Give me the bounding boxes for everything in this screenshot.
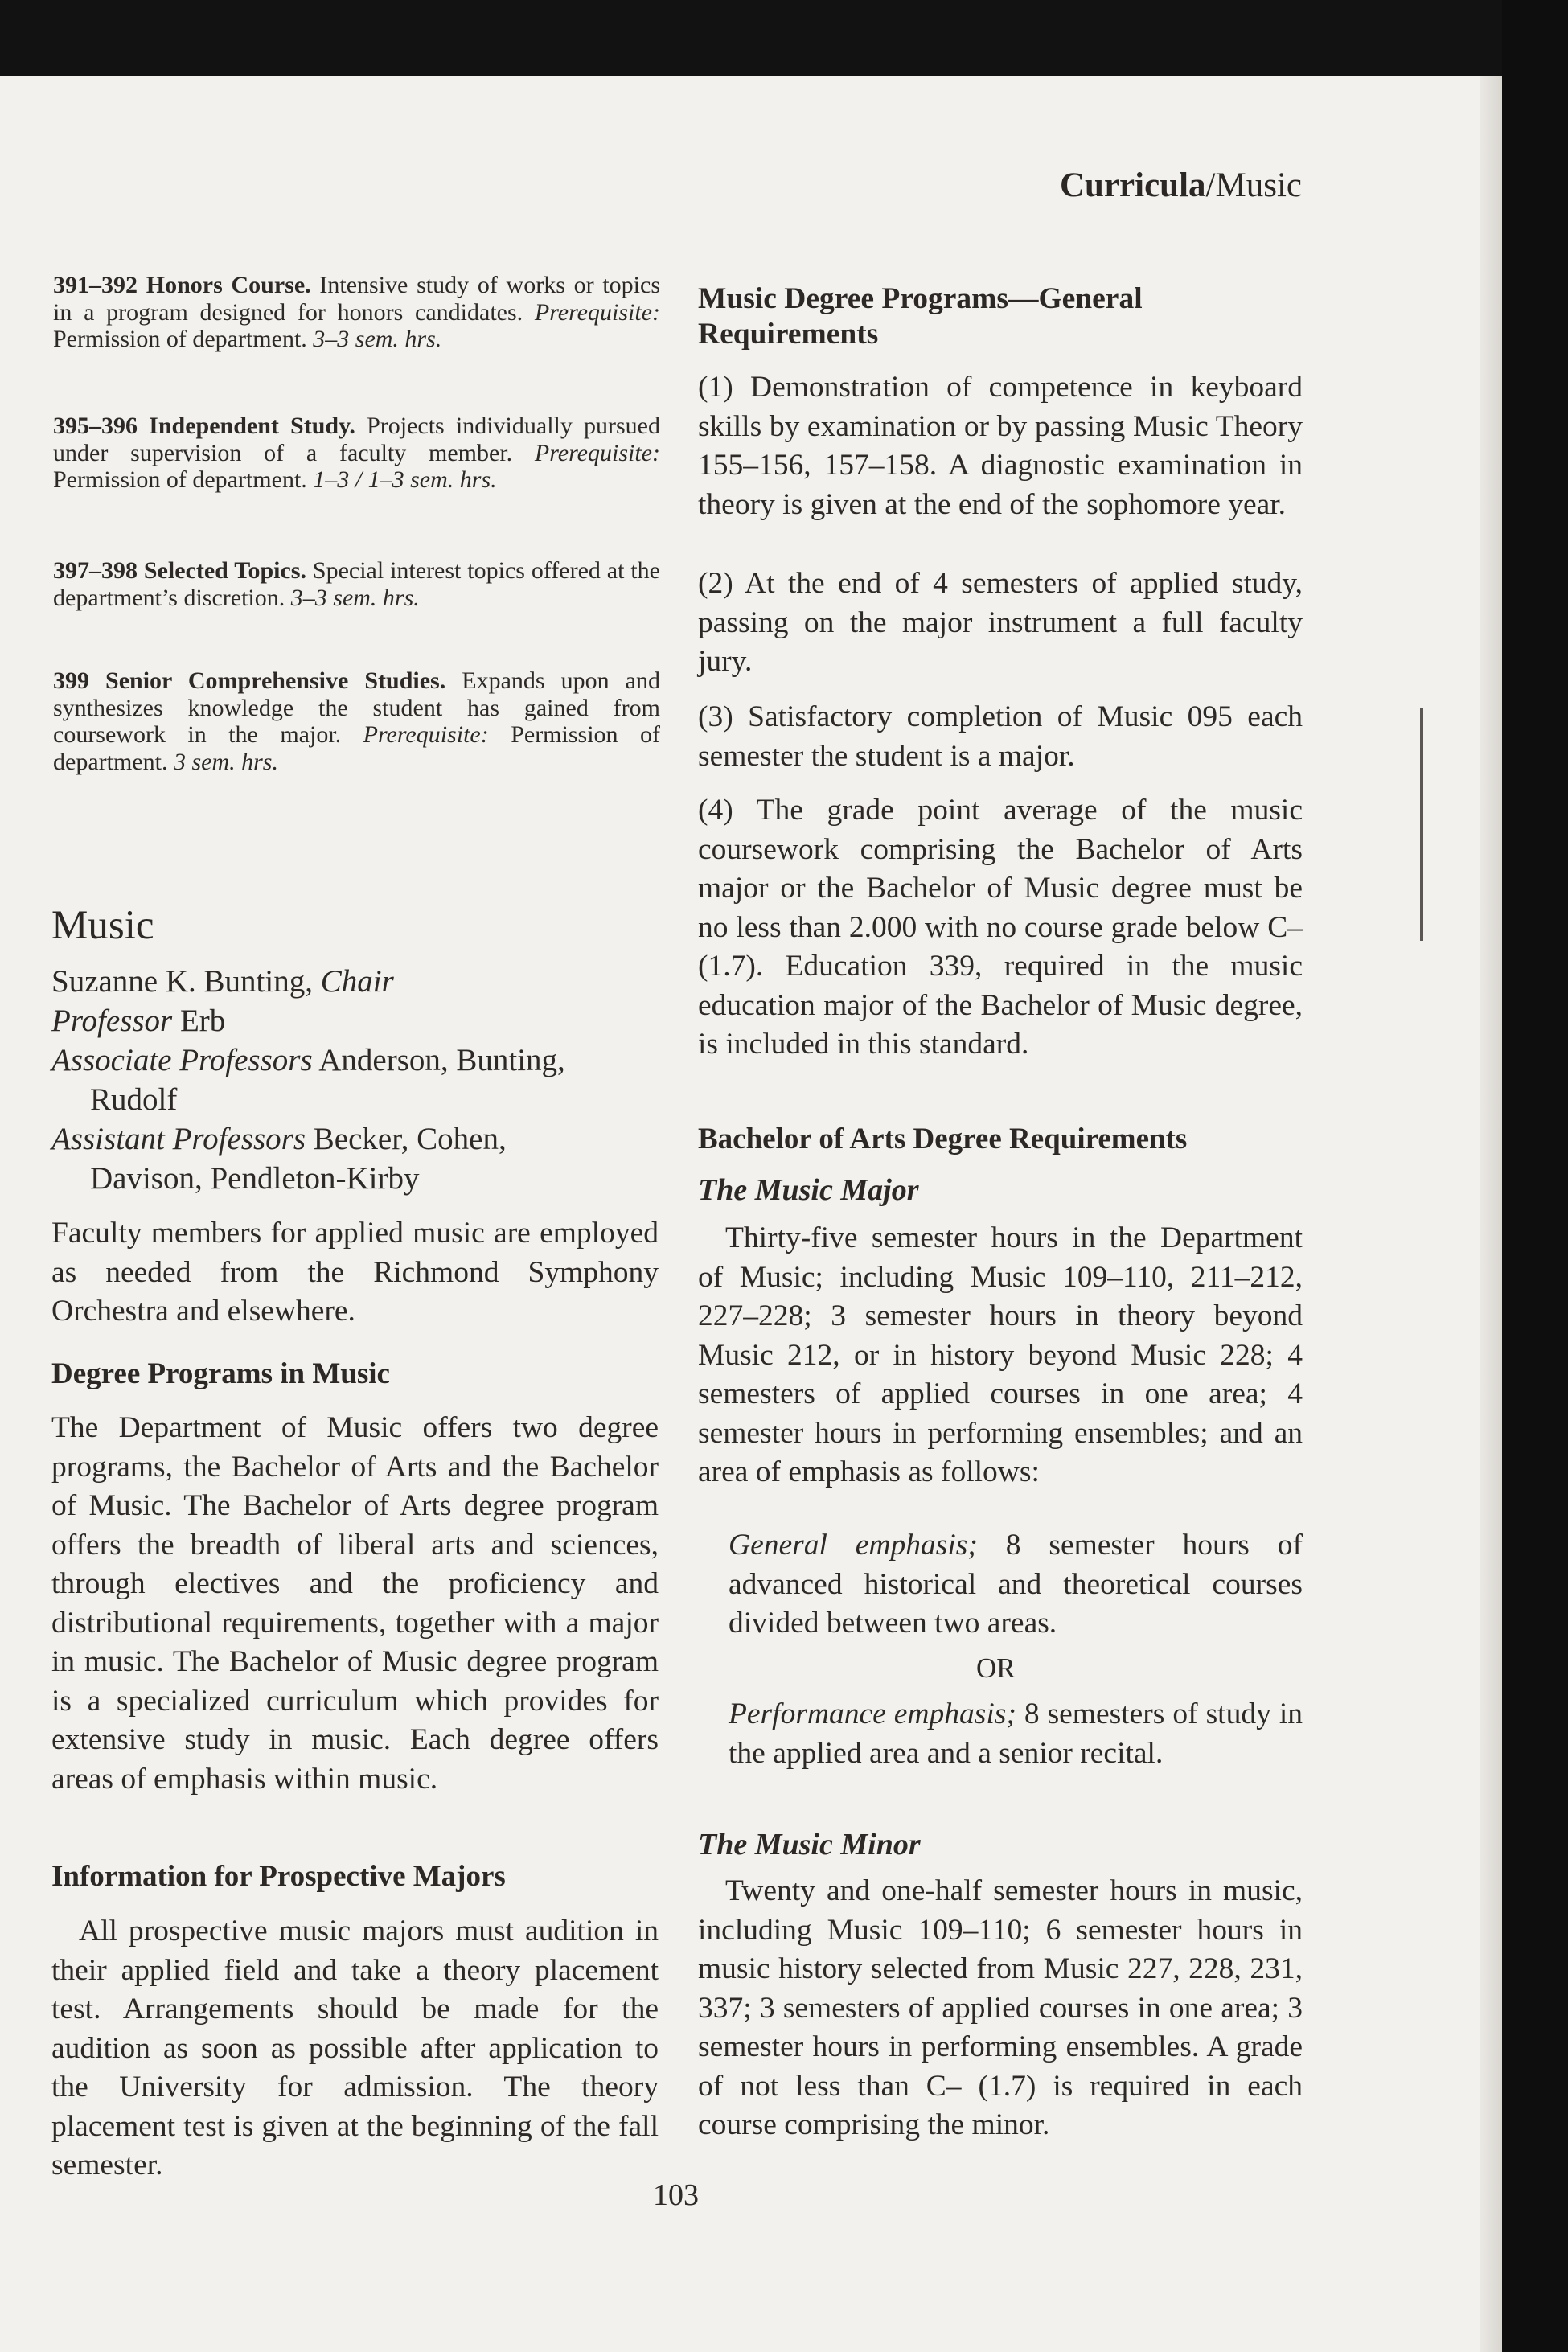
page-number: 103 — [653, 2178, 699, 2212]
ba-requirements-title: Bachelor of Arts Degree Requirements — [698, 1123, 1188, 1155]
requirement-1: (1) Demonstration of competence in keyboard skills by examination or by passing Music Theory 155–156, 157–158. A diagnostic examination in theory is given at the end of the sophomore year. — [698, 371, 1303, 521]
prospective-majors-text: All prospective music majors must audition in their applied field and take a theory placement test. Arrangements should be made for the audition as soon as possible after application to the University for admission. The theory placement test is given at the beginning of the fall semester. — [51, 1915, 659, 2182]
performance-emphasis: Performance emphasis; 8 semesters of study in the applied area and a senior recital. — [729, 1697, 1303, 1770]
music-minor-text: Twenty and one-half semester hours in music, including Music 109–110; 6 semester hours in music history selected from Music 227, 228, 231, 337; 3 semesters of applied courses in one area; 3 semester hours in performing ensembles. A grade of not less than C– (1.7) is required in each course comprising the minor. — [698, 1874, 1303, 2141]
music-minor-title: The Music Minor — [698, 1828, 921, 1861]
faculty-assistant-cont: Davison, Pendleton-Kirby — [90, 1161, 420, 1196]
faculty-chair: Suzanne K. Bunting, Chair — [51, 964, 394, 999]
degree-programs-title: Degree Programs in Music — [51, 1357, 390, 1390]
music-major-title: The Music Major — [698, 1173, 919, 1207]
general-requirements-title: Music Degree Programs—General Requirements — [698, 282, 1143, 351]
faculty-professor: Professor Erb — [51, 1004, 226, 1038]
running-head: Curricula/Music — [1060, 166, 1302, 204]
music-major-text: Thirty-five semester hours in the Department of Music; including Music 109–110, 211–212, 227–228; 3 semester hours in theory beyond Music 212, or in history beyond Music 228; 4 semesters of applied courses in one area; 4 semester hours in performing ensembles; and an area of emphasis as follows: — [698, 1221, 1303, 1488]
or-separator: OR — [976, 1652, 1016, 1684]
faculty-associate-cont: Rudolf — [90, 1082, 178, 1117]
faculty-associate: Associate Professors Anderson, Bunting, — [51, 1043, 565, 1077]
course-entry-397: 397–398 Selected Topics. Special interest topics offered at the department’s discretion. 3–3 sem. hrs. — [53, 557, 660, 611]
prospective-majors-title: Information for Prospective Majors — [51, 1860, 506, 1893]
faculty-assistant: Assistant Professors Becker, Cohen, — [51, 1122, 507, 1156]
requirement-3: (3) Satisfactory completion of Music 095 each semester the student is a major. — [698, 700, 1303, 773]
general-emphasis: General emphasis; 8 semester hours of advanced historical and theoretical courses divided between two areas. — [729, 1529, 1303, 1640]
faculty-note: Faculty members for applied music are employed as needed from the Richmond Symphony Orchestra and elsewhere. — [51, 1217, 659, 1328]
course-entry-399: 399 Senior Comprehensive Studies. Expands upon and synthesizes knowledge the student has gained from coursework in the major. Prerequisite: Permission of department. 3 sem. hrs. — [53, 667, 660, 775]
scan-background — [1502, 0, 1568, 2352]
scan-margin-mark — [1420, 708, 1423, 941]
course-entry-391: 391–392 Honors Course. Intensive study of works or topics in a program designed for honors candidates. Prerequisite: Permission of department. 3–3 sem. hrs. — [53, 272, 660, 352]
requirement-2: (2) At the end of 4 semesters of applied study, passing on the major instrument a full faculty jury. — [698, 567, 1303, 678]
course-entry-395: 395–396 Independent Study. Projects individually pursued under supervision of a faculty member. Prerequisite: Permission of department. 1–3 / 1–3 sem. hrs. — [53, 413, 661, 493]
page-edge — [1480, 76, 1502, 2352]
degree-programs-text: The Department of Music offers two degree programs, the Bachelor of Arts and the Bachelor of Music. The Bachelor of Arts degree program offers the breadth of liberal arts and sciences, through electives and the proficiency and distributional requirements, together with a major in music. The Bachelor of Music degree program is a specialized curriculum which provides for extensive study in music. Each degree offers areas of emphasis within music. — [51, 1411, 659, 1796]
section-title-music: Music — [51, 903, 154, 948]
requirement-4: (4) The grade point average of the music coursework comprising the Bachelor of Arts major or the Bachelor of Music degree must be no less than 2.000 with no course grade below C– (1.7). Education 339, required in the music education major of the Bachelor of Music degree, is included in this standard. — [698, 794, 1303, 1061]
